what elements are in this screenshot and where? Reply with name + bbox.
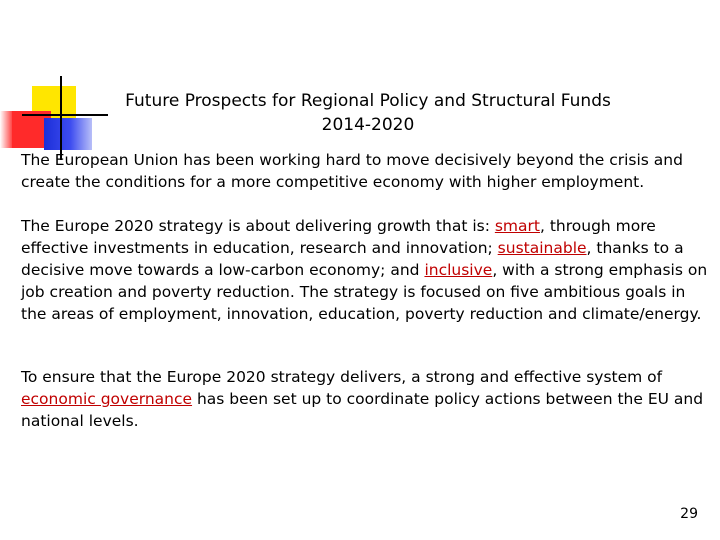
paragraph-eu-crisis-text: The European Union has been working hard to move decisively beyond the crisis and create the conditions for a more competitive economy with higher employment. (21, 151, 683, 191)
governance-text-1: To ensure that the Europe 2020 strategy delivers, a strong and effective system of (21, 368, 663, 386)
decorative-vertical-line (60, 76, 62, 160)
slide-title-line2: 2014-2020 (321, 115, 415, 135)
term-economic-governance-link[interactable]: economic governance (21, 390, 193, 408)
term-inclusive-link[interactable]: inclusive (424, 261, 493, 279)
term-smart-link[interactable]: smart (494, 217, 540, 235)
paragraph-eu-crisis (21, 149, 711, 193)
decorative-blue-square (44, 118, 92, 150)
decorative-horizontal-line (22, 114, 108, 116)
strategy-text-3: , thanks to a decisive move towards a low-carbon economy; and (21, 239, 684, 279)
paragraph-europe-2020-strategy (21, 215, 711, 325)
governance-text-2: has been set up to coordinate policy actions between the EU and national levels. (21, 390, 704, 430)
strategy-text-2: , through more effective investments in education, research and innovation; (21, 217, 656, 257)
paragraph-economic-governance (21, 366, 711, 432)
page-number: 29 (680, 506, 698, 522)
term-sustainable-link[interactable]: sustainable (497, 239, 587, 257)
strategy-text-4: , with a strong emphasis on job creation and poverty reduction. The strategy is focused on five ambitious goals in the areas of employment, innovation, education, poverty reduction and climate/energy. (21, 261, 708, 323)
strategy-text-1: The Europe 2020 strategy is about delivering growth that is: (21, 217, 495, 235)
slide-title-line1: Future Prospects for Regional Policy and Structural Funds (125, 91, 611, 111)
